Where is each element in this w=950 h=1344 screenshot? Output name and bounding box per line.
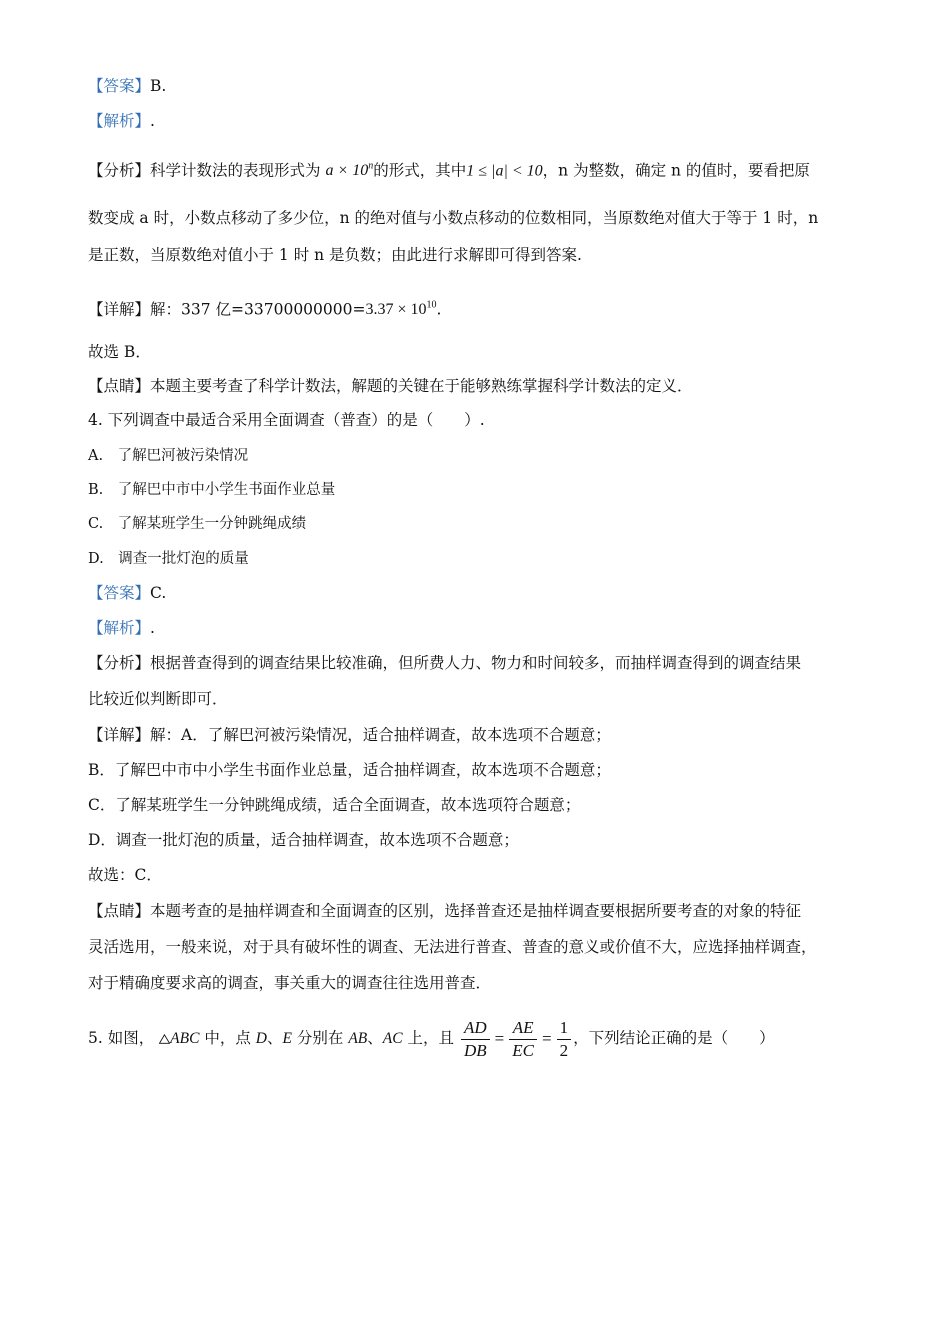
q4-detail-line-4: D．调查一批灯泡的质量，适合抽样调查，故本选项不合题意； <box>88 831 519 849</box>
analysis-tail: . <box>150 619 155 637</box>
answer-tag: 【答案】 <box>88 77 151 95</box>
q4-choose-line: 故选：C． <box>88 866 162 884</box>
segment-ac: AC <box>382 1030 403 1047</box>
fraction-numerator: AD <box>461 1017 490 1040</box>
q5-text: 分别在 <box>291 1029 349 1047</box>
q4-option-b: B. 了解巴中市中小学生书面作业总量 <box>88 482 336 498</box>
detail-math-exp: 10 <box>426 300 437 311</box>
q5-prefix: 5. 如图， <box>88 1029 155 1047</box>
detail-tag: 【详解】 <box>88 300 151 319</box>
fenxi-text: 科学计数法的表现形式为 <box>150 161 321 180</box>
detail-end: . <box>436 300 442 319</box>
q4-answer-line <box>88 583 868 603</box>
triangle-name: ABC <box>170 1030 200 1047</box>
q4-detail-line-1 <box>88 725 868 745</box>
q5-suffix: ，下列结论正确的是（ ） <box>573 1029 775 1047</box>
q5-text: 上，且 <box>402 1029 455 1047</box>
fenxi-text: 的形式，其中 <box>373 161 467 180</box>
dianjing-tag: 【点睛】 <box>88 377 151 395</box>
q5-text: 中，点 <box>199 1029 256 1047</box>
q4-fenxi-line-2: 比较近似判断即可． <box>88 690 228 708</box>
q4-detail-line-2: B．了解巴中市中小学生书面作业总量，适合抽样调查，故本选项不合题意； <box>88 761 611 779</box>
fraction-ad-db <box>461 1017 490 1062</box>
fenxi-tag: 【分析】 <box>88 654 151 672</box>
fraction-denominator: 2 <box>559 1040 569 1060</box>
answer-value: B. <box>150 77 167 95</box>
q5-text: 、 <box>367 1029 383 1047</box>
fenxi-tag: 【分析】 <box>88 161 151 180</box>
segment-ab: AB <box>348 1030 368 1047</box>
q4-question: 4. 下列调查中最适合采用全面调查（普查）的是（ ）. <box>88 411 485 429</box>
q3-detail-line <box>88 296 868 320</box>
q4-option-d: D. 调查一批灯泡的质量 <box>88 551 249 567</box>
q4-dianjing-line-3: 对于精确度要求高的调查，事关重大的调查往往选用普查． <box>88 974 492 992</box>
q3-dianjing-line <box>88 376 868 396</box>
q4-dianjing-line-1 <box>88 901 868 921</box>
q4-detail-line-3: C．了解某班学生一分钟跳绳成绩，适合全面调查，故本选项符合题意； <box>88 796 581 814</box>
fraction-ae-ec <box>509 1017 537 1062</box>
fenxi-text: 根据普查得到的调查结果比较准确，但所费人力、物力和时间较多，而抽样调查得到的调查结果 <box>150 654 802 672</box>
q3-fenxi-line-3: 是正数，当原数绝对值小于 1 时 n 是负数；由此进行求解即可得到答案. <box>88 246 582 264</box>
detail-tag: 【详解】 <box>88 726 151 744</box>
range-expr: 1 ≤ |a| < 10 <box>466 162 543 180</box>
answer-value: C. <box>150 584 167 602</box>
q3-analysis-line <box>88 111 868 131</box>
analysis-tail: . <box>150 112 155 130</box>
dianjing-text: 本题考查的是抽样调查和全面调查的区别，选择普查还是抽样调查要根据所要考查的对象的特征 <box>150 902 802 920</box>
equals-sign: = <box>541 1029 552 1048</box>
q4-analysis-line <box>88 618 868 638</box>
analysis-tag: 【解析】 <box>88 112 151 130</box>
q5-text: 、 <box>267 1029 283 1047</box>
fraction-numerator: AE <box>509 1017 537 1040</box>
fraction-denominator: EC <box>512 1040 534 1060</box>
analysis-tag: 【解析】 <box>88 619 151 637</box>
q4-dianjing-line-2: 灵活选用，一般来说，对于具有破坏性的调查、无法进行普查、普查的意义或价值不大，应选择抽样调查， <box>88 938 817 956</box>
equals-sign: = <box>494 1029 505 1048</box>
q4-option-a: A. 了解巴河被污染情况 <box>88 448 249 464</box>
point-d: D <box>255 1030 267 1047</box>
fraction-denominator: DB <box>463 1040 487 1060</box>
fraction-numerator: 1 <box>557 1017 572 1040</box>
q3-answer-line <box>88 76 868 96</box>
point-e: E <box>282 1030 292 1047</box>
sci-notation-exp: n <box>368 161 374 172</box>
dianjing-tag: 【点睛】 <box>88 902 151 920</box>
fenxi-text: ，n 为整数，确定 n 的值时，要看把原 <box>542 161 810 180</box>
sci-notation-base: a × 10 <box>325 162 369 180</box>
detail-math-base: 3.37 × 10 <box>365 301 427 319</box>
q4-fenxi-line-1 <box>88 653 868 673</box>
q4-option-c: C. 了解某班学生一分钟跳绳成绩 <box>88 516 307 532</box>
q3-choose-line: 故选 B． <box>88 343 151 361</box>
q3-fenxi-line-2: 数变成 a 时，小数点移动了多少位，n 的绝对值与小数点移动的位数相同，当原数绝对值大于等于 1 时，n <box>88 209 819 227</box>
triangle-icon <box>159 1034 170 1044</box>
answer-tag: 【答案】 <box>88 584 151 602</box>
q3-fenxi-line-1 <box>88 157 868 181</box>
fraction-one-half <box>557 1017 572 1062</box>
detail-text: 解：A．了解巴河被污染情况，适合抽样调查，故本选项不合题意； <box>150 726 611 744</box>
q5-question <box>88 1008 868 1068</box>
dianjing-text: 本题主要考查了科学计数法，解题的关键在于能够熟练掌握科学计数法的定义． <box>150 377 693 395</box>
sci-notation-expr <box>325 162 373 179</box>
detail-text: 解：337 亿=33700000000= <box>150 300 366 319</box>
detail-math <box>365 301 436 318</box>
